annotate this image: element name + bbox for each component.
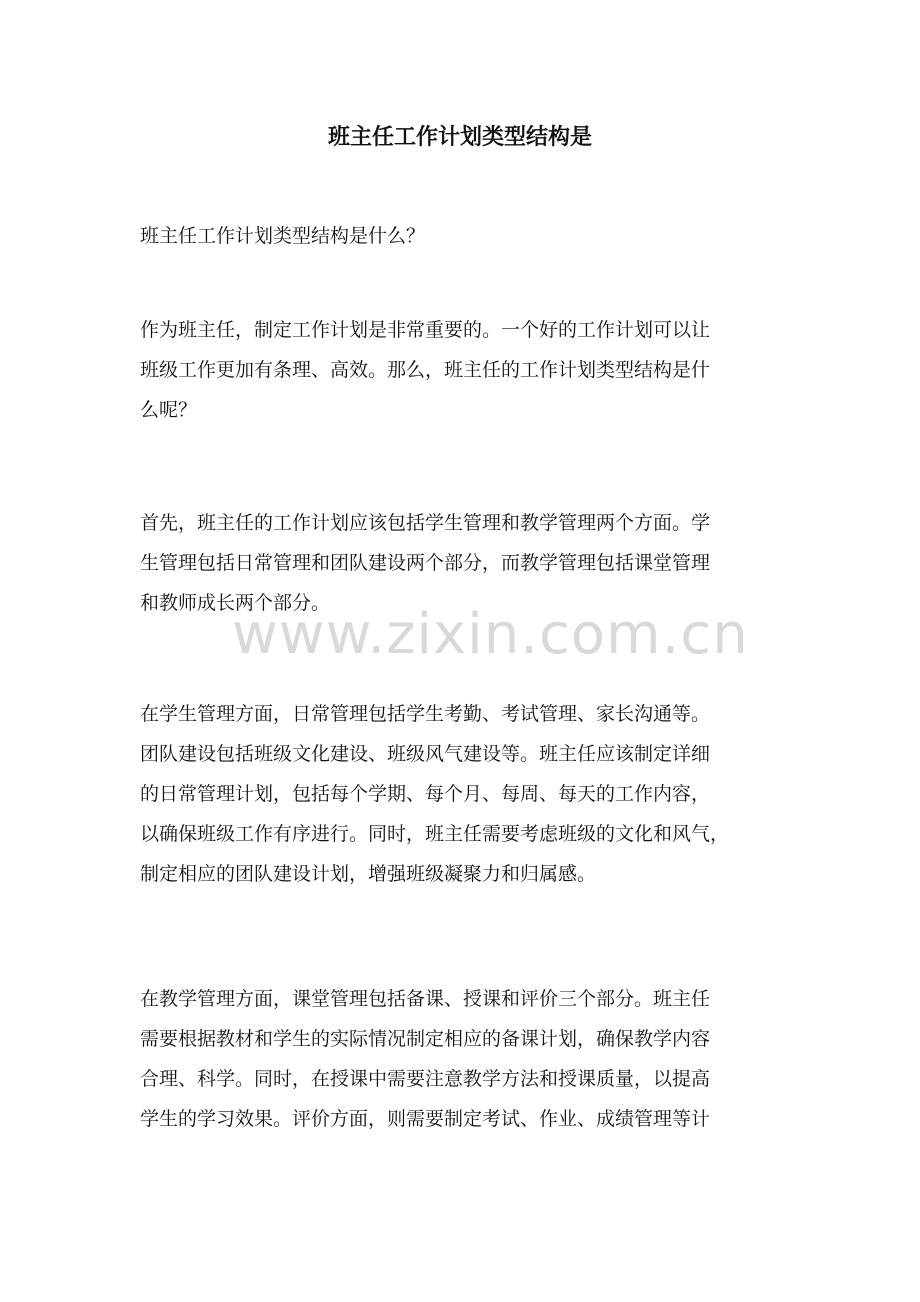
paragraph-first — [140, 503, 785, 623]
paragraph-line: 班级工作更加有条理、高效。那么，班主任的工作计划类型结构是什 — [140, 359, 711, 381]
paragraph-line: 作为班主任，制定工作计划是非常重要的。一个好的工作计划可以让 — [140, 319, 711, 341]
paragraph-line: 班主任工作计划类型结构是什么？ — [140, 225, 426, 247]
paragraph-line: 的日常管理计划，包括每个学期、每个月、每周、每天的工作内容， — [140, 783, 711, 805]
paragraph-line: 需要根据教材和学生的实际情况制定相应的备课计划，确保教学内容 — [140, 1028, 711, 1050]
paragraph-line: 制定相应的团队建设计划，增强班级凝聚力和归属感。 — [140, 863, 597, 885]
paragraph-intro — [140, 310, 785, 430]
watermark: www.zixin.com.cn — [232, 602, 749, 667]
paragraph-line: 首先，班主任的工作计划应该包括学生管理和教学管理两个方面。学 — [140, 512, 711, 534]
paragraph-line: 合理、科学。同时，在授课中需要注意教学方法和授课质量，以提高 — [140, 1068, 711, 1090]
paragraph-line: 团队建设包括班级文化建设、班级风气建设等。班主任应该制定详细 — [140, 743, 711, 765]
document-title: 班主任工作计划类型结构是 — [327, 124, 592, 150]
paragraph-student-management — [140, 694, 785, 894]
paragraph-line: 以确保班级工作有序进行。同时，班主任需要考虑班级的文化和风气， — [140, 823, 730, 845]
paragraph-line: 生管理包括日常管理和团队建设两个部分，而教学管理包括课堂管理 — [140, 552, 711, 574]
paragraph-line: 么呢？ — [140, 399, 198, 421]
paragraph-line: 和教师成长两个部分。 — [140, 592, 331, 614]
paragraph-line: 学生的学习效果。评价方面，则需要制定考试、作业、成绩管理等计 — [140, 1108, 711, 1130]
paragraph-teaching-management — [140, 979, 785, 1139]
paragraph-line: 在教学管理方面，课堂管理包括备课、授课和评价三个部分。班主任 — [140, 988, 711, 1010]
paragraph-line: 在学生管理方面，日常管理包括学生考勤、考试管理、家长沟通等。 — [140, 703, 711, 725]
paragraph-question — [140, 216, 785, 256]
